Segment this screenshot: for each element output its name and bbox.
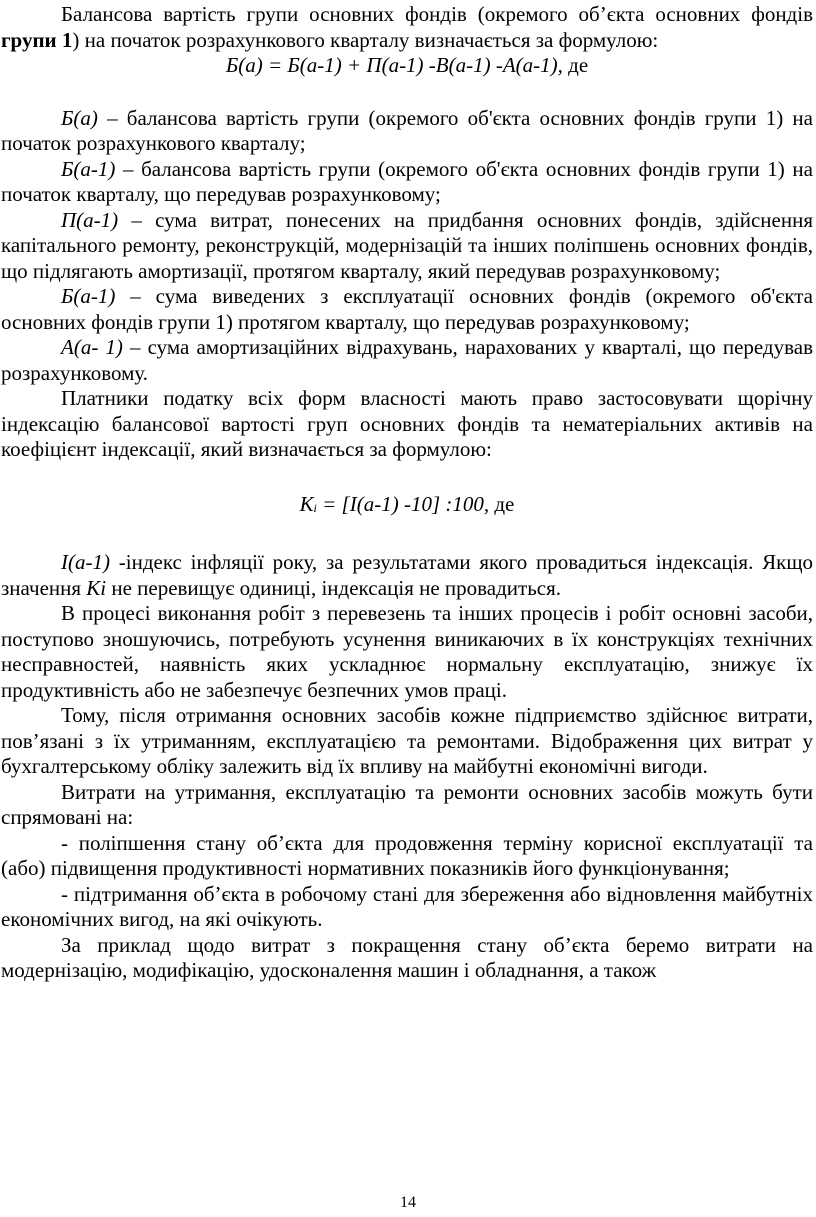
term: А(а- 1) bbox=[61, 335, 123, 359]
definition-p-a-1: П(а-1) – сума витрат, понесених на придбання основних фондів, здійснення капітального ремонту, реконструкцій, модернізацій та інших поліпшень основних фондів, що підлягають амортизації, протягом кварталу, який передував розрахунковому; bbox=[1, 207, 813, 283]
definition-inflation-index: І(а-1) -індекс інфляції року, за результатами якого провадиться індексація. Якщо значення Кі не перевищує одиниці, індексація не провадиться. bbox=[1, 550, 813, 600]
formula-k: $К_і = [І(а-1)$ -10] :100, bbox=[299, 491, 490, 516]
formula-balance-expression: Б(а) = Б(а-1) + П(а-1) -В(а-1) -А(а-1), bbox=[225, 53, 563, 77]
definition-b-a-1: Б(а-1) – балансова вартість групи (окремого об'єкта основних фондів групи 1) на початок кварталу, що передував розрахунковому; bbox=[1, 156, 813, 206]
page-number: 14 bbox=[400, 1194, 416, 1211]
paragraph-indexation: Платники податку всіх форм власності мають право застосовувати щорічну індексацію балансової вартості груп основних фондів та нематеріальних активів на коефіцієнт індексації, який визначається за формулою: bbox=[1, 386, 813, 461]
term-ki: Кі bbox=[86, 575, 107, 600]
paragraph-example: За приклад щодо витрат з покращення стану об’єкта беремо витрати на модернізацію, модифікацію, удосконалення машин і обладнання, а також bbox=[1, 932, 813, 982]
term: П(а-1) bbox=[61, 207, 119, 232]
formula-balance: Б(а) = Б(а-1) + П(а-1) -В(а-1) -А(а-1), де bbox=[225, 53, 589, 77]
term: Б(а-1) bbox=[61, 284, 116, 308]
definition-b-a: Б(а) – балансова вартість групи (окремого об'єкта основних фондів групи 1) на початок розрахункового кварталу; bbox=[1, 105, 813, 155]
term: І(а-1) bbox=[61, 550, 110, 574]
list-item-maintenance: - підтримання об’єкта в робочому стані для збереження або відновлення майбутніх економічних вигод, на які очікують. bbox=[1, 881, 813, 931]
paragraph-expense-directions: Витрати на утримання, експлуатацію та ремонти основних засобів можуть бути спрямовані на: bbox=[1, 779, 813, 829]
paragraph-expenses: Тому, після отримання основних засобів кожне підприємство здійснює витрати, пов’язані з їх утриманням, експлуатацією та ремонтами. Відображення цих витрат у бухгалтерському обліку залежить від їх впливу на майбутні економічні вигоди. bbox=[1, 703, 813, 778]
definition-v-a-1: Б(а-1) – сума виведених з експлуатації основних фондів (окремого об'єкта основних фондів групи 1) протягом кварталу, що передував розрахунковому; bbox=[1, 284, 813, 334]
term: Б(а-1) bbox=[61, 156, 116, 181]
bold-group-1: групи 1 bbox=[1, 27, 73, 52]
formula-indexation: $К_і = [І(а-1)$ -10] :100, де bbox=[299, 491, 515, 516]
paragraph-wear: В процесі виконання робіт з перевезень та інших процесів і робіт основні засоби, поступово зношуючись, потребують усунення виникаючих в їх конструкціях технічних несправностей, наявність яких ускладнює нормальну експлуатацію, знижує їх продуктивність або не забезпечує безпечних умов праці. bbox=[1, 601, 813, 702]
page-body bbox=[1, 2, 813, 984]
paragraph-balance-value: Балансова вартість групи основних фондів (окремого об’єкта основних фондів групи 1) на початок розрахункового кварталу визначається за формулою: bbox=[1, 2, 813, 52]
list-item-improvement: - поліпшення стану об’єкта для продовження терміну корисної експлуатації та (або) підвищення продуктивності нормативних показників його функціонування; bbox=[1, 830, 813, 880]
definition-a-a-1: А(а- 1) – сума амортизаційних відрахувань, нарахованих у кварталі, що передував розрахунковому. bbox=[1, 335, 813, 385]
term: Б(а) bbox=[61, 105, 98, 130]
